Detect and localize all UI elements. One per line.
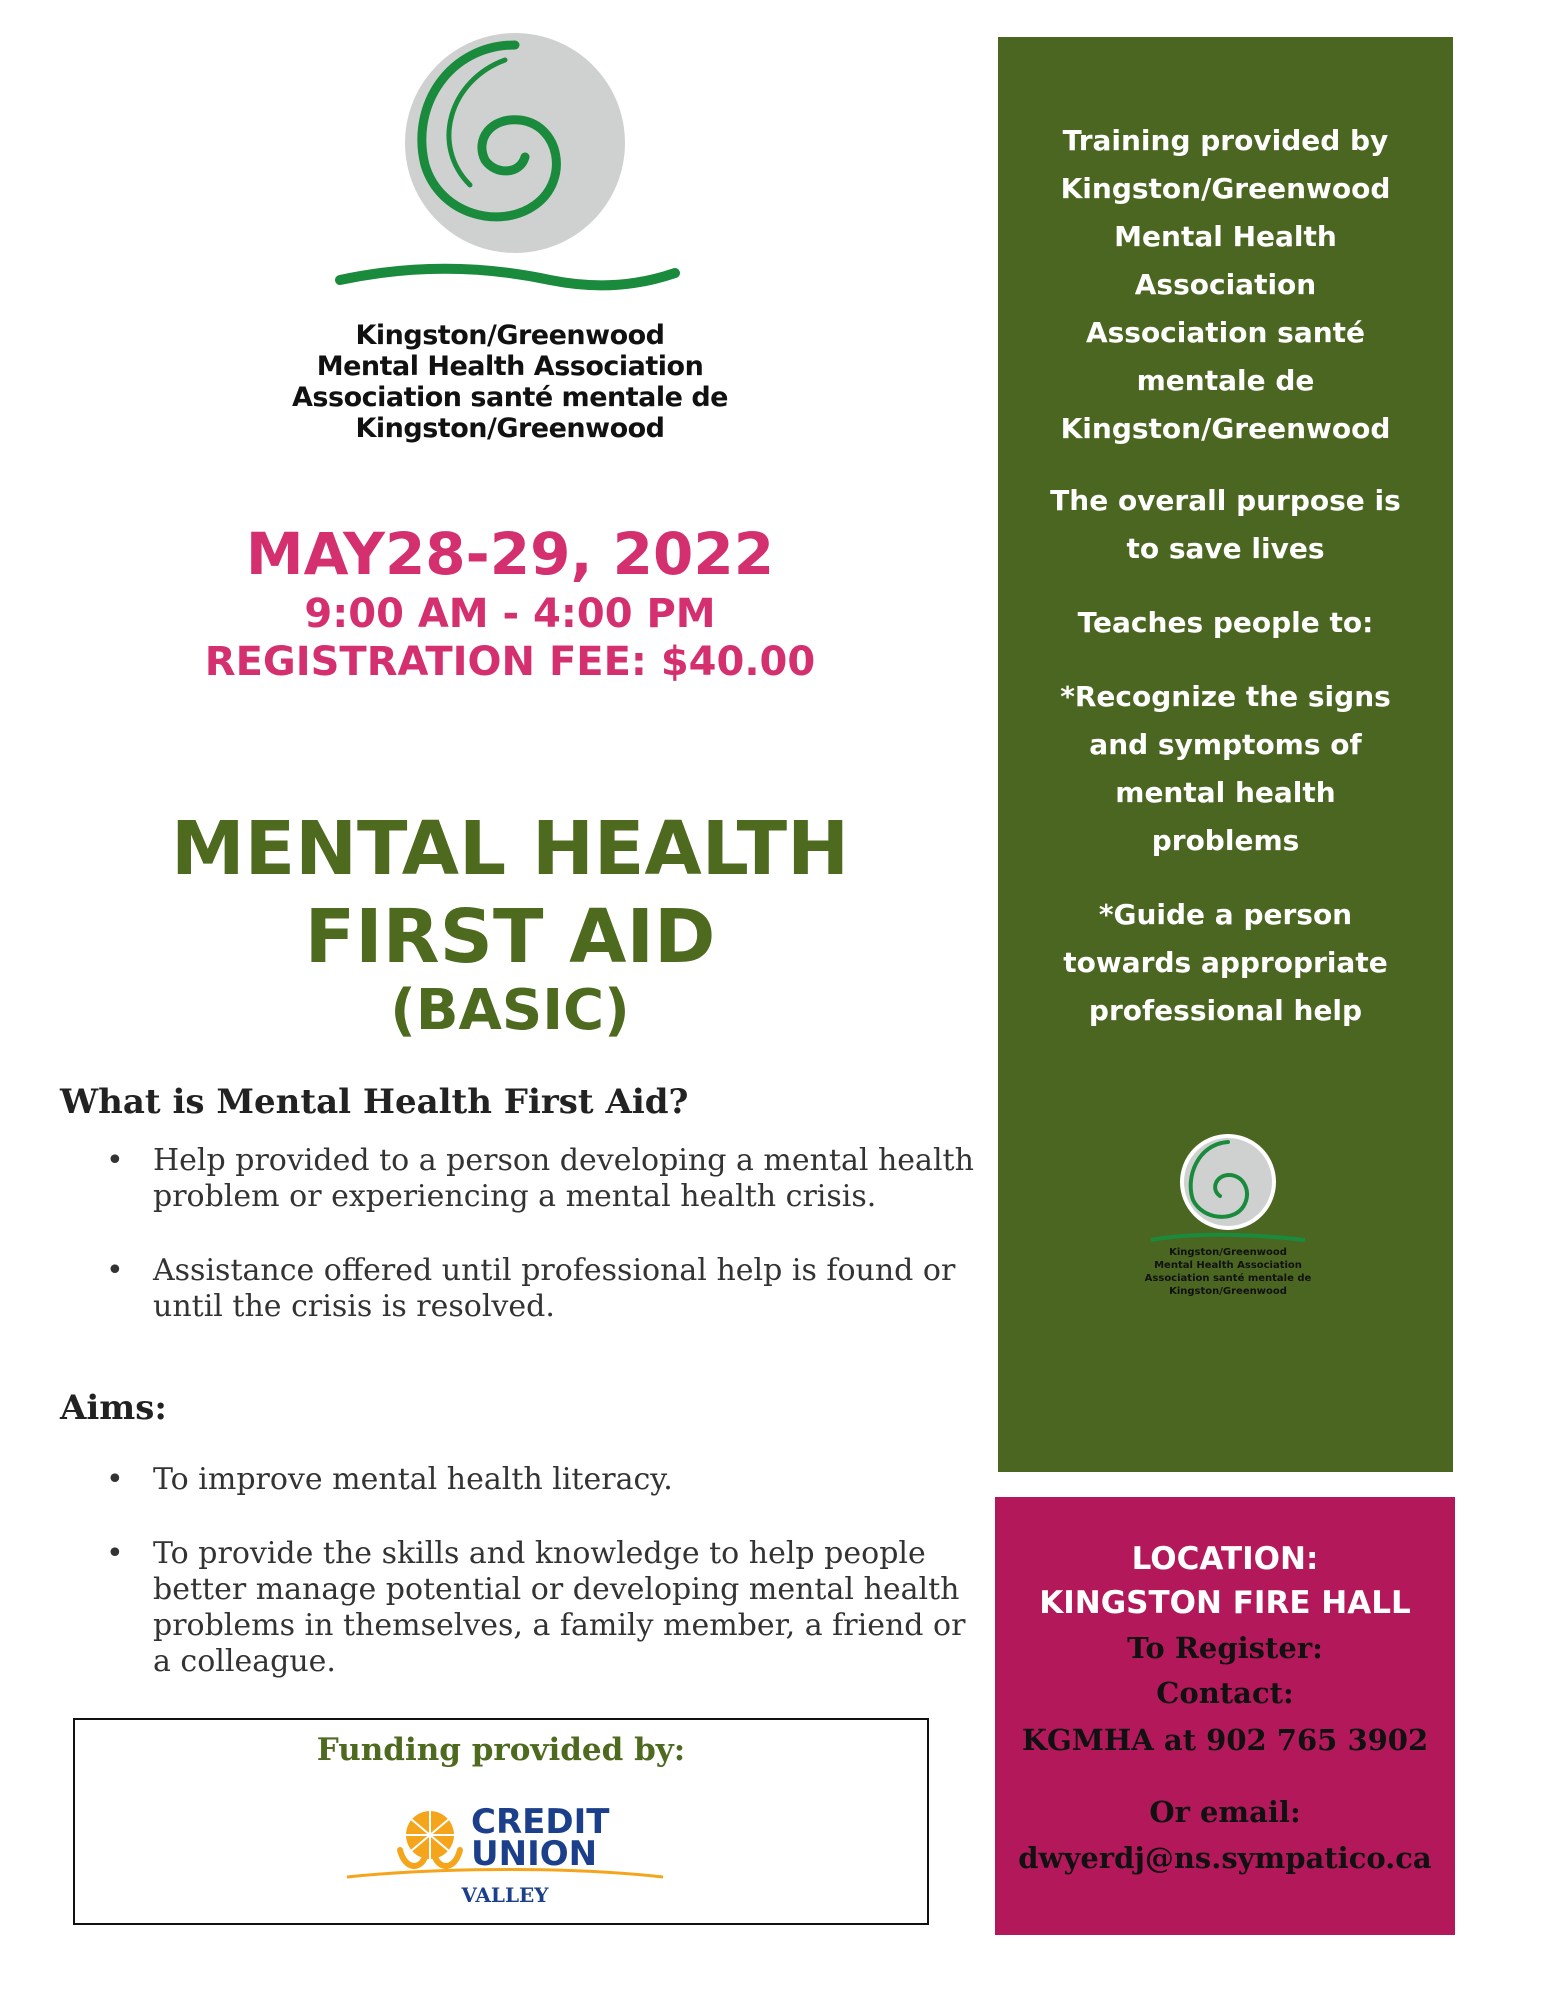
org-name-line: Kingston/Greenwood [355, 320, 665, 351]
info-panel [998, 37, 1453, 1472]
recognize-text [998, 673, 1453, 865]
panel-line: and symptoms of [1089, 728, 1362, 761]
title-line: MENTAL HEALTH [170, 806, 850, 892]
what-list [60, 1143, 980, 1363]
list-item [60, 1143, 980, 1215]
location-panel [995, 1497, 1455, 1935]
contact-label: Contact: [1156, 1676, 1294, 1710]
event-time: 9:00 AM - 4:00 PM [304, 591, 716, 637]
title-subtitle: (BASIC) [390, 978, 630, 1043]
panel-line: Mental Health [1114, 220, 1337, 253]
org-name-line: Association santé mentale de [292, 382, 728, 413]
panel-line: problems [1151, 824, 1300, 857]
panel-line: Training provided by [1062, 124, 1389, 157]
location-label: LOCATION: [1131, 1541, 1319, 1577]
list-item [60, 1462, 980, 1498]
phone-contact: KGMHA at 902 765 3902 [1021, 1723, 1429, 1757]
panel-line: towards appropriate [1063, 946, 1388, 979]
funding-box [73, 1718, 929, 1925]
panel-line: Association [1134, 268, 1317, 301]
list-item-text: Assistance offered until professional help is found or until the crisis is resolved. [153, 1253, 956, 1324]
kgmha-logo [330, 25, 690, 325]
panel-line: mental health [1115, 776, 1336, 809]
logo-text: UNION [471, 1834, 598, 1874]
training-text [998, 117, 1453, 453]
what-heading: What is Mental Health First Aid? [60, 1082, 689, 1122]
bullet-icon: • [106, 1536, 124, 1571]
panel-line: professional help [1088, 994, 1363, 1027]
register-label: To Register: [1127, 1631, 1323, 1665]
org-name-line: Mental Health Association [316, 351, 704, 382]
logo-text: VALLEY [461, 1883, 549, 1907]
panel-line: Kingston/Greenwood [1060, 172, 1391, 205]
panel-line: mentale de [1136, 364, 1315, 397]
panel-line: Association santé [1085, 316, 1366, 349]
logo-text: Mental Health Association [1154, 1260, 1302, 1271]
kgmha-logo-small [1143, 1132, 1313, 1307]
org-name-line: Kingston/Greenwood [355, 413, 665, 444]
panel-line: to save lives [1126, 532, 1325, 565]
panel-line: Kingston/Greenwood [1060, 412, 1391, 445]
panel-line: The overall purpose is [1050, 484, 1401, 517]
bullet-icon: • [106, 1462, 124, 1497]
panel-line: *Recognize the signs [1060, 680, 1391, 713]
registration-fee: REGISTRATION FEE: $40.00 [204, 639, 816, 685]
aims-heading: Aims: [60, 1388, 167, 1428]
logo-text: Kingston/Greenwood [1169, 1286, 1287, 1297]
teaches-text: Teaches people to: [1077, 606, 1374, 639]
list-item-text: To improve mental health literacy. [153, 1462, 673, 1497]
bullet-icon: • [106, 1143, 124, 1178]
location-name: KINGSTON FIRE HALL [1039, 1585, 1411, 1621]
purpose-text [998, 477, 1453, 573]
list-item-text: To provide the skills and knowledge to help people better manage potential or developing mental health problems in themselves, a family member, a friend or a colleague. [153, 1536, 966, 1679]
title-line: FIRST AID [304, 894, 716, 980]
list-item [60, 1253, 980, 1325]
logo-text: Kingston/Greenwood [1169, 1247, 1287, 1258]
bullet-icon: • [106, 1253, 124, 1288]
list-item [60, 1536, 980, 1680]
panel-line: *Guide a person [1098, 898, 1353, 931]
logo-text: Association santé mentale de [1144, 1273, 1312, 1284]
org-name [250, 320, 770, 444]
funding-label: Funding provided by: [316, 1732, 686, 1768]
credit-union-logo [345, 1795, 665, 1910]
aims-list [60, 1462, 980, 1718]
email-label: Or email: [1149, 1795, 1301, 1829]
logo-text: CREDIT [471, 1802, 610, 1842]
event-date: MAY28-29, 2022 [245, 520, 775, 588]
list-item-text: Help provided to a person developing a mental health problem or experiencing a mental health crisis. [153, 1143, 974, 1214]
email-address: dwyerdj@ns.sympatico.ca [1018, 1841, 1432, 1875]
guide-text [998, 891, 1453, 1035]
